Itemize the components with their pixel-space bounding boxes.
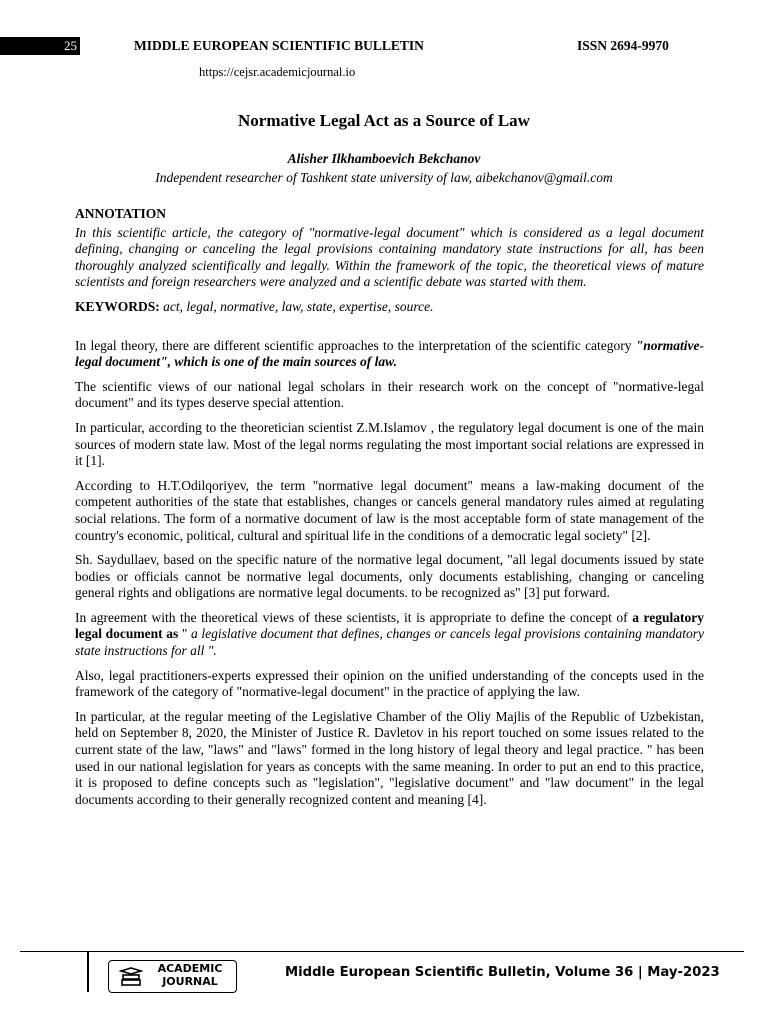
paragraph-6-definition: a legislative document that defines, changes or cancels legal provisions containing mandatory state instructions for all ".: [75, 626, 704, 659]
paragraph-6: [75, 610, 704, 660]
paragraph-8: In particular, at the regular meeting of the Legislative Chamber of the Oliy Majlis of the Republic of Uzbekistan, held on September 8, 2020, the Minister of Justice R. Davletov in his report touched on some issues related to the current state of the law, "laws" and "laws" formed in the long history of legal theory and legal practice. " has been used in our national legislation for years as concepts with the same meaning. In order to put an end to this practice, it is proposed to define concepts such as "legislation", "legislative document" and "law document" in the legal documents according to their generally recognized content and meaning [4].: [75, 708, 704, 807]
paragraph-4: According to H.T.Odilqoriyev, the term "normative legal document" means a law-making document of the competent authorities of the state that establishes, changes or cancels general mandatory rules aimed at regulating social relations. The form of a normative document of law is the most acceptable form of state management of the country's economic, political, cultural and spiritual life in the conditions of a democratic legal society" [2].: [75, 477, 704, 543]
paragraph-6-text: In agreement with the theoretical views of these scientists, it is appropriate to define the concept of: [75, 609, 628, 625]
paragraph-1: [75, 338, 704, 371]
paragraph-2: The scientific views of our national legal scholars in their research work on the concept of "normative-legal document" and its types deserve special attention.: [75, 378, 704, 411]
page-number: 25: [0, 37, 80, 55]
paragraph-5: Sh. Saydullaev, based on the specific nature of the normative legal document, "all legal documents issued by state bodies or officials cannot be normative legal documents, only documents establishing, changing or canceling general rights and obligations are normative legal documents. to be recognized as" [3] put forward.: [75, 552, 704, 601]
paragraph-1-text: In legal theory, there are different scientific approaches to the interpretation of the scientific category: [75, 337, 632, 353]
annotation-text: In this scientific article, the category of "normative-legal document" which is considered as a legal document defining, changing or canceling the legal provisions containing mandatory state instructions for all, has been thoroughly analyzed scientifically and legally. Within the framework of the topic, the theoretical views of mature scientists and foreign researchers were analyzed and a scientific debate was started with them.: [75, 224, 704, 290]
paragraph-3: In particular, according to the theoretician scientist Z.M.Islamov , the regulatory legal document is one of the main sources of modern state law. Most of the legal norms regulating the most important social relations are expressed in it [1].: [75, 419, 704, 469]
author-name: Alisher Ilkhamboevich Bekchanov: [287, 151, 481, 166]
annotation-heading: ANNOTATION: [75, 206, 167, 221]
paragraph-6-quote: ": [178, 626, 188, 642]
logo-text: [149, 963, 231, 988]
author-affiliation: Independent researcher of Tashkent state university of law, aibekchanov@gmail.com: [155, 170, 613, 185]
issn: ISSN 2694-9970: [577, 38, 669, 53]
academic-journal-logo: [108, 960, 237, 993]
book-stack-icon: [119, 967, 143, 992]
paragraph-6-bold: a regulatory legal document as: [75, 609, 704, 642]
footer-vertical-bar: [87, 952, 89, 992]
paragraph-7: Also, legal practitioners-experts expressed their opinion on the unified understanding of the concepts used in the framework of the category of "normative-legal document" in the practice of applying the law.: [75, 667, 704, 700]
footer-divider: [20, 951, 744, 952]
journal-url[interactable]: https://cejsr.academicjournal.io: [199, 65, 356, 79]
article-title: Normative Legal Act as a Source of Law: [238, 111, 530, 130]
article-content: [75, 206, 704, 816]
paragraph-1-emphasis: "normative-legal document", which is one of the main sources of law.: [75, 337, 704, 370]
keywords-label: KEYWORDS:: [75, 298, 160, 314]
keywords-value: act, legal, normative, law, state, expertise, source.: [163, 298, 434, 314]
journal-name: MIDDLE EUROPEAN SCIENTIFIC BULLETIN: [134, 38, 424, 53]
footer-citation: Middle European Scientific Bulletin, Volume 36 | May-2023: [285, 965, 720, 980]
keywords: [75, 299, 704, 316]
logo-line-1: ACADEMIC: [157, 962, 223, 975]
logo-line-2: JOURNAL: [162, 974, 218, 988]
